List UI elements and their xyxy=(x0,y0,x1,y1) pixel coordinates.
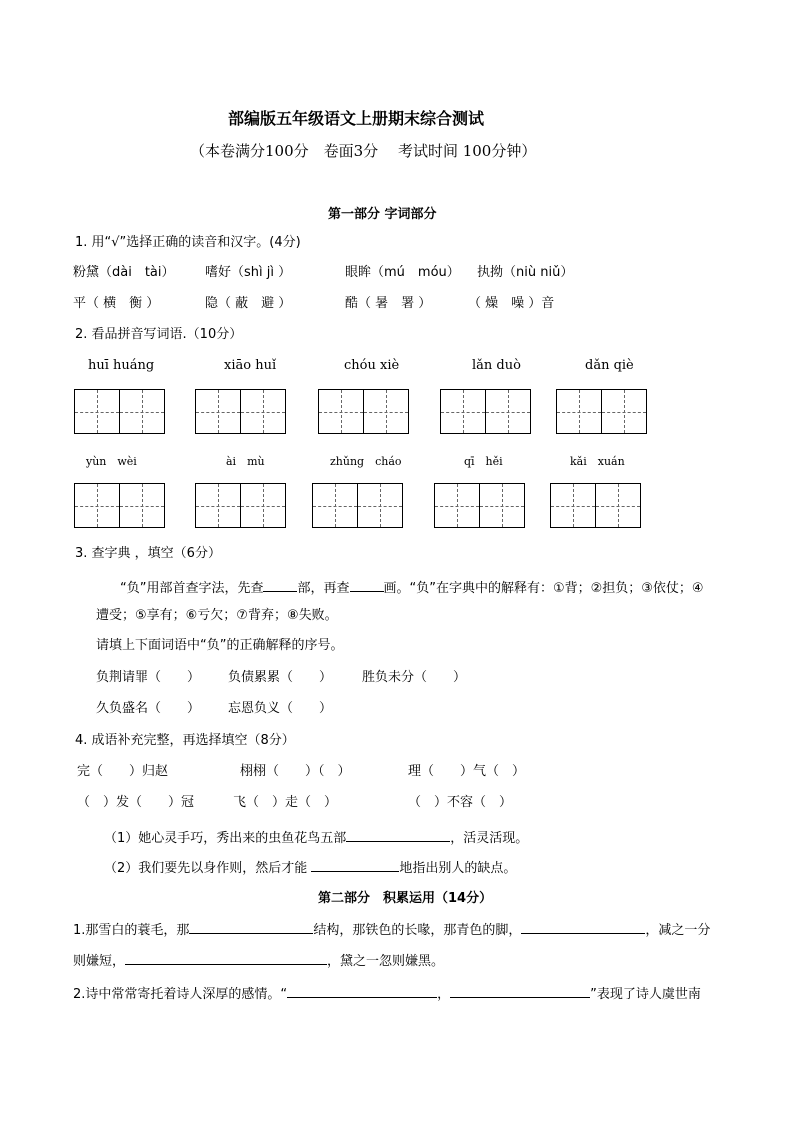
q3-line1-text: 画。“负”在字典中的解释有：①背；②担负；③依仗；④ xyxy=(383,581,704,596)
idiom-item: 理（ ）气（ ） xyxy=(408,764,526,779)
q4-sentence-1 xyxy=(104,828,528,847)
fill-blank[interactable] xyxy=(450,984,590,998)
tianzige-box[interactable] xyxy=(74,389,165,434)
q1-item: 粉黛（dài tài） xyxy=(73,265,175,280)
q1-item: 酷（ 暑 署 ） xyxy=(345,296,432,311)
q3-line1 xyxy=(120,578,704,597)
q4-prompt: 4. 成语补充完整，再选择填空（8分） xyxy=(75,733,295,748)
pinyin-label: lǎn duò xyxy=(472,358,521,373)
tianzige-box[interactable] xyxy=(434,483,525,528)
idiom-item: （ ）发（ ）冠 xyxy=(77,795,195,810)
pinyin-label: dǎn qiè xyxy=(585,358,634,373)
q4-sentence-2 xyxy=(104,858,516,877)
q3-line2: 遭受；⑤享有；⑥亏欠；⑦背弃；⑧失败。 xyxy=(96,608,338,623)
p2-q1-text: 结构，那铁色的长喙，那青色的脚， xyxy=(313,923,522,938)
q3-line1-text: 部，再查 xyxy=(297,581,350,596)
pinyin-label: yùn wèi xyxy=(86,455,137,468)
fill-blank[interactable] xyxy=(189,920,313,934)
q1-prompt: 1. 用“√”选择正确的读音和汉字。(4分) xyxy=(75,235,301,250)
sentence-text: （1）她心灵手巧，秀出来的虫鱼花鸟五部 xyxy=(104,831,347,846)
p2-q1-text: 则嫌短， xyxy=(73,954,126,969)
part2-heading: 第二部分 积累运用（14分） xyxy=(318,891,493,906)
fill-blank[interactable] xyxy=(287,984,437,998)
idiom-item: （ ）不容（ ） xyxy=(408,795,513,810)
fill-blank[interactable] xyxy=(311,858,399,872)
q3-item: 负债累累（ ） xyxy=(228,670,333,685)
q3-item: 负荆请罪（ ） xyxy=(96,670,201,685)
tianzige-box[interactable] xyxy=(318,389,409,434)
pinyin-label: chóu xiè xyxy=(344,358,400,373)
q1-item: 执拗（niù niǔ） xyxy=(477,265,574,280)
p2-q2-text: ， xyxy=(437,987,451,1002)
fill-blank[interactable] xyxy=(263,578,297,592)
q1-item: 平（ 横 衡 ） xyxy=(73,296,160,311)
sentence-text: ，活灵活现。 xyxy=(450,831,529,846)
q3-prompt: 3. 查字典 ，填空（6分） xyxy=(75,546,221,561)
pinyin-label: kǎi xuán xyxy=(570,455,625,468)
tianzige-box[interactable] xyxy=(74,483,165,528)
p2-q1-line1 xyxy=(73,920,710,939)
tianzige-box[interactable] xyxy=(440,389,531,434)
p2-q2-text: ”表现了诗人虞世南 xyxy=(590,987,701,1002)
p2-q2-line1 xyxy=(73,984,701,1003)
pinyin-label: ài mù xyxy=(226,455,265,468)
pinyin-label: zhǔng cháo xyxy=(330,455,402,468)
q1-item: （ 燥 噪 ）音 xyxy=(468,296,555,311)
sentence-text: （2）我们要先以身作则，然后才能 xyxy=(104,861,312,876)
q1-item: 隐（ 蔽 避 ） xyxy=(205,296,292,311)
q1-item: 眼眸（mú móu） xyxy=(345,265,460,280)
idiom-item: 栩栩（ ）（ ） xyxy=(240,764,351,779)
tianzige-box[interactable] xyxy=(550,483,641,528)
q3-line3: 请填上下面词语中“负”的正确解释的序号。 xyxy=(96,638,344,653)
pinyin-label: xiāo huǐ xyxy=(224,358,277,373)
tianzige-box[interactable] xyxy=(195,389,286,434)
pinyin-label: qī hěi xyxy=(464,455,503,468)
tianzige-box[interactable] xyxy=(195,483,286,528)
q1-item: 嗜好（shì jì ） xyxy=(205,265,292,280)
idiom-item: 飞（ ）走（ ） xyxy=(233,795,338,810)
p2-q1-text: ，黛之一忽则嫌黑。 xyxy=(327,954,445,969)
exam-subtitle: （本卷满分100分 卷面3分 考试时间 100分钟） xyxy=(190,142,537,160)
pinyin-label: huī huáng xyxy=(88,358,155,373)
p2-q1-line2 xyxy=(73,951,444,970)
exam-title: 部编版五年级语文上册期末综合测试 xyxy=(228,109,485,128)
q3-item: 胜负未分（ ） xyxy=(362,670,467,685)
q3-item: 久负盛名（ ） xyxy=(96,701,201,716)
p2-q1-text: ，减之一分 xyxy=(645,923,711,938)
q3-item: 忘恩负义（ ） xyxy=(228,701,333,716)
tianzige-box[interactable] xyxy=(556,389,647,434)
part1-heading: 第一部分 字词部分 xyxy=(328,207,437,222)
fill-blank[interactable] xyxy=(125,951,327,965)
idiom-item: 完（ ）归赵 xyxy=(77,764,169,779)
tianzige-box[interactable] xyxy=(312,483,403,528)
q3-line1-text: “负”用部首查字法，先查 xyxy=(120,581,264,596)
q2-prompt: 2. 看品拼音写词语.（10分） xyxy=(75,327,243,342)
sentence-text: 地指出别人的缺点。 xyxy=(399,861,517,876)
fill-blank[interactable] xyxy=(346,828,450,842)
p2-q1-text: 1.那雪白的蓑毛，那 xyxy=(73,923,190,938)
fill-blank[interactable] xyxy=(350,578,384,592)
fill-blank[interactable] xyxy=(521,920,645,934)
p2-q2-text: 2.诗中常常寄托着诗人深厚的感情。“ xyxy=(73,987,288,1002)
